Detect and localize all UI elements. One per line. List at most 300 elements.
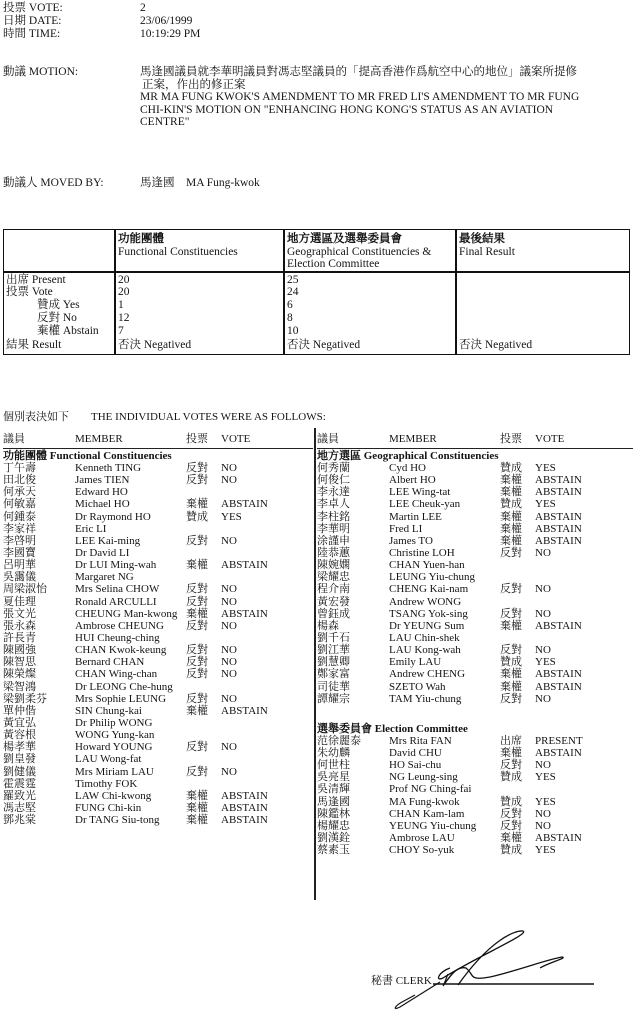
member-name-en: MA Fung-kwok — [389, 795, 460, 808]
member-name-en: Eric LI — [75, 522, 107, 535]
member-row — [317, 656, 633, 668]
member-name-en: Christine LOH — [389, 546, 455, 559]
member-name-zh: 黃宏發 — [317, 595, 350, 608]
member-row — [3, 814, 313, 826]
vote-en: ABSTAIN — [535, 522, 582, 535]
vote-zh: 反對 — [186, 583, 208, 596]
member-name-en: Cyd HO — [389, 462, 426, 474]
motion-text — [140, 66, 630, 129]
member-name-en: Andrew WONG — [389, 595, 462, 608]
member-name-en: LEUNG Yiu-chung — [389, 571, 476, 584]
member-name-zh: 馮志堅 — [3, 801, 36, 814]
vote-en: NO — [535, 644, 551, 657]
vote-en: ABSTAIN — [535, 680, 582, 693]
vote-en: YES — [535, 844, 556, 857]
column-headers — [317, 432, 633, 446]
vote-zh: 棄權 — [186, 801, 208, 814]
member-name-en: CHEUNG Man-kwong — [75, 607, 178, 620]
member-row — [317, 511, 633, 523]
vote-en: NO — [221, 656, 237, 669]
column-header-final: 最後結果 Final Result — [459, 233, 515, 258]
member-name-en: Dr David LI — [75, 546, 130, 559]
member-name-en: Dr LUI Ming-wah — [75, 559, 157, 572]
vote-zh: 贊成 — [500, 656, 522, 669]
member-name-zh: 陳鑑林 — [317, 807, 350, 820]
gc-no: 8 — [287, 312, 293, 324]
vote-zh: 反對 — [500, 759, 522, 772]
vote-en: ABSTAIN — [535, 510, 582, 523]
member-name-zh: 吳亮星 — [317, 771, 350, 784]
fc-result: 否決 Negatived — [118, 339, 192, 351]
member-name-en: HO Sai-chu — [389, 759, 442, 772]
vote-en: NO — [221, 595, 237, 608]
member-row — [317, 523, 633, 535]
member-name-en: James TIEN — [75, 474, 130, 487]
vote-en: ABSTAIN — [535, 831, 582, 844]
member-name-en: CHAN Kam-lam — [389, 807, 465, 820]
member-row — [317, 808, 633, 820]
member-row — [3, 656, 313, 668]
header-vote-zh: 投票 — [500, 433, 522, 445]
section-title-election-committee: 選舉委員會 Election Committee — [317, 722, 468, 735]
vote-zh: 反對 — [500, 644, 522, 657]
member-row — [3, 547, 313, 559]
motion-label: 動議 MOTION: — [3, 66, 79, 78]
member-name-zh: 李國寶 — [3, 546, 36, 559]
member-name-en: Dr Raymond HO — [75, 510, 151, 523]
header-vote-en: VOTE — [535, 433, 565, 445]
vote-en: ABSTAIN — [535, 534, 582, 547]
member-name-en: Bernard CHAN — [75, 656, 145, 669]
section-title-functional: 功能團體 Functional Constituencies — [3, 450, 172, 462]
member-name-zh: 劉漢銓 — [317, 831, 350, 844]
member-name-en: Albert HO — [389, 474, 436, 487]
vote-en: YES — [535, 498, 556, 511]
vote-zh: 出席 — [500, 734, 522, 747]
member-row — [317, 681, 633, 693]
vote-zh: 反對 — [186, 656, 208, 669]
member-name-en: Dr Philip WONG — [75, 716, 153, 729]
vote-en: NO — [221, 583, 237, 596]
member-name-zh: 張文光 — [3, 607, 36, 620]
vote-en: ABSTAIN — [221, 559, 268, 572]
date-label: 日期 DATE: — [3, 15, 62, 27]
header-member-zh: 議員 — [317, 433, 339, 445]
time-label: 時間 TIME: — [3, 28, 61, 40]
member-name-zh: 陳婉嫻 — [317, 559, 350, 572]
table-header-rule — [4, 271, 629, 273]
member-name-en: CHAN Wing-chan — [75, 668, 158, 681]
vote-zh: 棄權 — [186, 559, 208, 572]
member-name-en: Howard YOUNG — [75, 741, 153, 754]
member-name-zh: 何世柱 — [317, 759, 350, 772]
member-name-zh: 蔡素玉 — [317, 844, 350, 857]
member-row — [3, 620, 313, 632]
member-row — [3, 802, 313, 814]
member-name-zh: 李華明 — [317, 522, 350, 535]
header-member-en: MEMBER — [389, 433, 437, 445]
vote-en: ABSTAIN — [535, 746, 582, 759]
vote-en: ABSTAIN — [535, 486, 582, 499]
member-row — [317, 486, 633, 498]
header-vote-en: VOTE — [221, 433, 251, 445]
vote-zh: 反對 — [186, 595, 208, 608]
member-row — [317, 796, 633, 808]
vote-zh: 棄權 — [500, 510, 522, 523]
member-name-en: LAW Chi-kwong — [75, 789, 152, 802]
member-row — [317, 759, 633, 771]
member-name-zh: 李啓明 — [3, 534, 36, 547]
member-name-zh: 羅致光 — [3, 789, 36, 802]
member-name-zh: 霍震霆 — [3, 777, 36, 790]
member-name-zh: 陳榮燦 — [3, 668, 36, 681]
member-name-zh: 楊耀忠 — [317, 819, 350, 832]
vote-zh: 棄權 — [500, 474, 522, 487]
vote-zh: 反對 — [500, 807, 522, 820]
member-name-zh: 李柱銘 — [317, 510, 350, 523]
vote-en: NO — [535, 607, 551, 620]
member-row — [3, 571, 313, 583]
member-name-zh: 田北俊 — [3, 474, 36, 487]
member-name-zh: 鄭家富 — [317, 668, 350, 681]
member-row — [3, 559, 313, 571]
member-row — [3, 681, 313, 693]
time-value: 10:19:29 PM — [140, 28, 201, 40]
member-row — [317, 632, 633, 644]
member-name-zh: 呂明華 — [3, 559, 36, 572]
clerk-signature — [340, 910, 636, 1016]
member-name-en: HUI Cheung-ching — [75, 631, 160, 644]
member-row — [3, 717, 313, 729]
member-name-zh: 張永森 — [3, 619, 36, 632]
member-row — [3, 741, 313, 753]
geographical-and-ec-list — [317, 450, 633, 856]
member-row — [3, 511, 313, 523]
member-name-en: Martin LEE — [389, 510, 442, 523]
table-divider — [455, 230, 457, 354]
member-name-zh: 陸恭蕙 — [317, 546, 350, 559]
vote-en: NO — [221, 462, 237, 474]
member-row — [3, 583, 313, 595]
vote-zh: 贊成 — [500, 462, 522, 474]
vote-en: NO — [535, 819, 551, 832]
member-name-en: Prof NG Ching-fai — [389, 783, 472, 796]
column-headers — [3, 432, 313, 446]
member-name-zh: 陳國強 — [3, 644, 36, 657]
vote-zh: 棄權 — [500, 668, 522, 681]
header-member-zh: 議員 — [3, 433, 25, 445]
vote-zh: 棄權 — [186, 814, 208, 827]
vote-en: ABSTAIN — [221, 607, 268, 620]
vote-en: NO — [221, 619, 237, 632]
member-name-zh: 范徐麗泰 — [317, 734, 361, 747]
member-row — [3, 608, 313, 620]
member-name-en: LAU Wong-fat — [75, 753, 142, 766]
member-row — [317, 668, 633, 680]
member-row — [3, 498, 313, 510]
member-name-zh: 吳清輝 — [317, 783, 350, 796]
individual-votes-title: 個別表決如下 THE INDIVIDUAL VOTES WERE AS FOLLOWS: — [3, 411, 326, 423]
motion-en-line-1: MR MA FUNG KWOK'S AMENDMENT TO MR FRED LI'S AMENDMENT TO MR FUNG — [140, 91, 580, 104]
member-name-en: FUNG Chi-kin — [75, 801, 142, 814]
vote-zh: 棄權 — [500, 746, 522, 759]
vote-en: NO — [535, 807, 551, 820]
vote-zh: 棄權 — [186, 498, 208, 511]
member-name-en: Fred LI — [389, 522, 423, 535]
vote-en: YES — [221, 510, 242, 523]
member-name-en: Ambrose LAU — [389, 831, 455, 844]
member-row — [3, 474, 313, 486]
vote-en: YES — [535, 771, 556, 784]
gc-abstain: 10 — [287, 325, 299, 337]
vote-zh: 反對 — [186, 741, 208, 754]
vote-en: ABSTAIN — [535, 474, 582, 487]
member-name-zh: 陳智思 — [3, 656, 36, 669]
vote-zh: 贊成 — [500, 795, 522, 808]
clerk-label: 秘書 CLERK — [371, 975, 432, 987]
member-name-zh: 黃宜弘 — [3, 716, 36, 729]
vote-zh: 棄權 — [500, 831, 522, 844]
vote-zh: 棄權 — [500, 619, 522, 632]
member-row — [317, 783, 633, 795]
member-name-zh: 曾鈺成 — [317, 607, 350, 620]
gc-present: 25 — [287, 274, 299, 286]
member-name-en: Kenneth TING — [75, 462, 142, 474]
member-name-en: LEE Kai-ming — [75, 534, 141, 547]
member-name-zh: 丁午壽 — [3, 462, 36, 474]
member-name-en: Mrs Sophie LEUNG — [75, 692, 167, 705]
vote-en: NO — [221, 765, 237, 778]
member-name-en: James TO — [389, 534, 433, 547]
member-row — [317, 474, 633, 486]
member-name-zh: 周梁淑怡 — [3, 583, 47, 596]
member-row — [3, 766, 313, 778]
member-name-en: WONG Yung-kan — [75, 729, 155, 742]
member-row — [3, 632, 313, 644]
vote-en: NO — [221, 474, 237, 487]
member-name-en: LAU Kong-wah — [389, 644, 461, 657]
member-row — [317, 693, 633, 705]
vote-zh: 棄權 — [500, 486, 522, 499]
member-name-en: Michael HO — [75, 498, 130, 511]
member-name-en: CHAN Kwok-keung — [75, 644, 167, 657]
member-row — [317, 832, 633, 844]
vote-zh: 棄權 — [500, 522, 522, 535]
member-name-zh: 單仲偕 — [3, 704, 36, 717]
vote-en: NO — [221, 741, 237, 754]
member-name-en: Ambrose CHEUNG — [75, 619, 164, 632]
fc-present: 20 — [118, 274, 130, 286]
member-name-zh: 何秀蘭 — [317, 462, 350, 474]
member-name-zh: 涂謹申 — [317, 534, 350, 547]
vote-en: NO — [535, 759, 551, 772]
column-header-functional: 功能團體 Functional Constituencies — [118, 233, 238, 258]
member-name-zh: 劉慧卿 — [317, 656, 350, 669]
member-name-zh: 李家祥 — [3, 522, 36, 535]
member-name-zh: 吳靄儀 — [3, 571, 36, 584]
vote-zh: 反對 — [500, 819, 522, 832]
motion-zh-line-2: 正案，作出的修正案 — [142, 78, 246, 91]
member-name-zh: 梁耀忠 — [317, 571, 350, 584]
member-row — [317, 747, 633, 759]
member-row — [317, 820, 633, 832]
vote-zh: 反對 — [500, 546, 522, 559]
member-name-en: Timothy FOK — [75, 777, 138, 790]
fc-abstain: 7 — [118, 325, 124, 337]
member-name-en: Edward HO — [75, 486, 128, 499]
vote-zh: 反對 — [186, 668, 208, 681]
member-row — [317, 498, 633, 510]
votes-column-right — [317, 432, 633, 857]
member-name-en: Dr YEUNG Sum — [389, 619, 465, 632]
vote-en: YES — [535, 462, 556, 474]
member-row — [3, 705, 313, 717]
member-row — [317, 547, 633, 559]
vote-zh: 反對 — [186, 619, 208, 632]
member-name-en: LEE Cheuk-yan — [389, 498, 461, 511]
member-name-en: Andrew CHENG — [389, 668, 466, 681]
functional-list — [3, 450, 313, 826]
member-name-en: SZETO Wah — [389, 680, 446, 693]
column-divider — [314, 428, 316, 900]
member-row — [317, 608, 633, 620]
member-name-zh: 劉健儀 — [3, 765, 36, 778]
row-label-no: 反對 No — [37, 312, 77, 324]
date-value: 23/06/1999 — [140, 15, 193, 27]
header-member-en: MEMBER — [75, 433, 123, 445]
row-label-present: 出席 Present — [6, 274, 66, 286]
vote-en: NO — [535, 583, 551, 596]
vote-zh: 贊成 — [500, 771, 522, 784]
table-divider — [283, 230, 285, 354]
member-row — [317, 735, 633, 747]
vote-en: NO — [221, 534, 237, 547]
vote-zh: 贊成 — [500, 844, 522, 857]
vote-zh: 贊成 — [186, 510, 208, 523]
member-name-en: CHAN Yuen-han — [389, 559, 465, 572]
member-name-zh: 司徒華 — [317, 680, 350, 693]
summary-table — [3, 229, 630, 355]
vote-en: NO — [535, 692, 551, 705]
member-name-en: Dr TANG Siu-tong — [75, 814, 160, 827]
vote-zh: 反對 — [186, 692, 208, 705]
vote-en: ABSTAIN — [221, 814, 268, 827]
section-title-geographical: 地方選區 Geographical Constituencies — [317, 450, 499, 462]
member-row — [3, 790, 313, 802]
member-name-en: CHENG Kai-nam — [389, 583, 469, 596]
votes-column-left — [3, 432, 313, 827]
vote-zh: 棄權 — [186, 607, 208, 620]
member-name-zh: 許長青 — [3, 631, 36, 644]
final-result: 否決 Negatived — [459, 339, 533, 351]
member-name-en: Dr LEONG Che-hung — [75, 680, 173, 693]
member-name-zh: 馬逢國 — [317, 795, 350, 808]
vote-en: NO — [535, 546, 551, 559]
member-name-zh: 何鍾泰 — [3, 510, 36, 523]
member-name-zh: 李永達 — [317, 486, 350, 499]
member-row — [317, 596, 633, 608]
gc-result: 否決 Negatived — [287, 339, 361, 351]
member-name-zh: 朱幼麟 — [317, 746, 350, 759]
member-row — [3, 778, 313, 790]
vote-en: NO — [221, 668, 237, 681]
member-row — [317, 644, 633, 656]
vote-en: NO — [221, 692, 237, 705]
motion-en-line-2: CHI-KIN'S MOTION ON "ENHANCING HONG KONG'S STATUS AS AN AVIATION — [140, 103, 554, 116]
member-name-zh: 李卓人 — [317, 498, 350, 511]
member-name-en: SIN Chung-kai — [75, 704, 142, 717]
vote-en: PRESENT — [535, 734, 583, 747]
member-name-zh: 劉江華 — [317, 644, 350, 657]
fc-vote: 20 — [118, 286, 130, 298]
vote-zh: 棄權 — [500, 534, 522, 547]
member-row — [3, 644, 313, 656]
member-name-en: TSANG Yok-sing — [389, 607, 468, 620]
member-name-en: David CHU — [389, 746, 442, 759]
member-name-zh: 夏佳理 — [3, 595, 36, 608]
member-row — [3, 729, 313, 741]
gc-yes: 6 — [287, 299, 293, 311]
vote-number-label: 投票 VOTE: — [3, 2, 63, 14]
moved-by-value: 馬逢國 MA Fung-kwok — [140, 177, 260, 189]
column-header-geographical: 地方選區及選舉委員會 Geographical Constituencies & Election Committee — [287, 233, 432, 270]
member-name-zh: 譚耀宗 — [317, 692, 350, 705]
vote-en: ABSTAIN — [221, 801, 268, 814]
vote-zh: 反對 — [500, 583, 522, 596]
member-name-en: Ronald ARCULLI — [75, 595, 157, 608]
member-row — [317, 559, 633, 571]
member-name-zh: 梁智鴻 — [3, 680, 36, 693]
member-name-zh: 楊孝華 — [3, 741, 36, 754]
member-name-zh: 黃容根 — [3, 729, 36, 742]
member-name-en: Mrs Rita FAN — [389, 734, 452, 747]
member-row — [3, 523, 313, 535]
member-row — [3, 462, 313, 474]
fc-no: 12 — [118, 312, 130, 324]
member-row — [317, 844, 633, 856]
member-row — [317, 771, 633, 783]
gc-vote: 24 — [287, 286, 299, 298]
member-name-zh: 劉皇發 — [3, 753, 36, 766]
header-vote-zh: 投票 — [186, 433, 208, 445]
vote-en: NO — [221, 644, 237, 657]
vote-zh: 棄權 — [186, 789, 208, 802]
motion-en-line-3: CENTRE" — [140, 116, 190, 129]
member-name-en: LAU Chin-shek — [389, 631, 460, 644]
member-name-zh: 何敏嘉 — [3, 498, 36, 511]
member-row — [317, 571, 633, 583]
vote-zh: 棄權 — [500, 680, 522, 693]
member-row — [3, 535, 313, 547]
member-row — [3, 486, 313, 498]
vote-zh: 棄權 — [186, 704, 208, 717]
vote-zh: 反對 — [186, 644, 208, 657]
vote-en: YES — [535, 656, 556, 669]
vote-zh: 反對 — [186, 462, 208, 474]
vote-zh: 反對 — [186, 534, 208, 547]
member-name-zh: 楊森 — [317, 619, 339, 632]
motion-zh-line-1: 馬逢國議員就李華明議員對馮志堅議員的「提高香港作爲航空中心的地位」議案所提修 — [140, 66, 577, 78]
vote-en: ABSTAIN — [221, 789, 268, 802]
member-row — [3, 753, 313, 765]
member-name-en: TAM Yiu-chung — [389, 692, 462, 705]
vote-zh: 反對 — [500, 607, 522, 620]
member-row — [3, 668, 313, 680]
row-label-vote: 投票 Vote — [6, 286, 53, 298]
member-name-en: YEUNG Yiu-chung — [389, 819, 477, 832]
member-name-en: NG Leung-sing — [389, 771, 458, 784]
member-name-zh: 程介南 — [317, 583, 350, 596]
